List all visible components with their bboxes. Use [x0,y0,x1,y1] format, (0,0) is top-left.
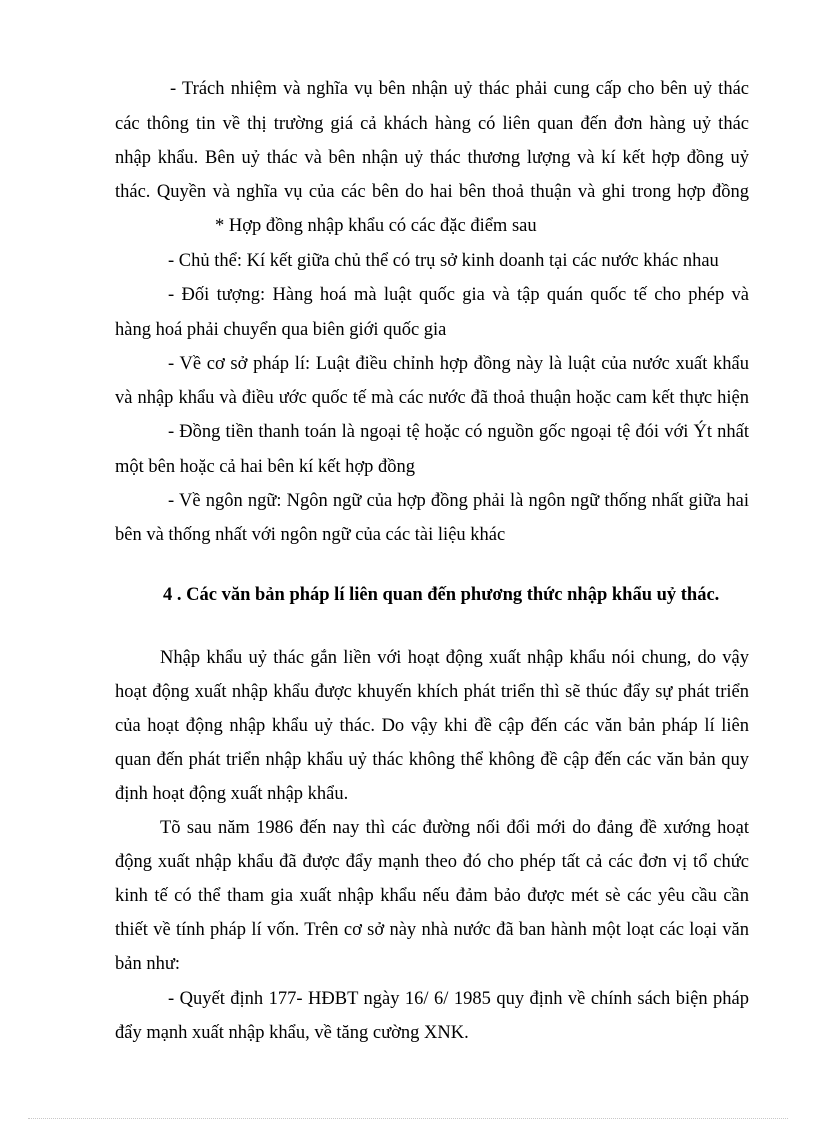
paragraph-line: nhập khẩu. Bên uỷ thác và bên nhận uỷ thác thương lượng và kí kết hợp đồng uỷ [115,148,749,168]
page-divider [28,1118,788,1119]
paragraph-line: và nhập khẩu và điều ước quốc tế mà các nước đã thoả thuận hoặc cam kết thực hiện [115,388,749,408]
paragraph-line: các thông tin về thị trường giá cả khách hàng có liên quan đến đơn hàng uỷ thác [115,114,749,134]
paragraph-line: - Đối tượng: Hàng hoá mà luật quốc gia và tập quán quốc tế cho phép và [168,285,749,305]
paragraph-line: hàng hoá phải chuyển qua biên giới quốc gia [115,320,447,340]
paragraph-line: bên và thống nhất với ngôn ngữ của các tài liệu khác [115,525,506,545]
paragraph-line: - Về ngôn ngữ: Ngôn ngữ của hợp đồng phải là ngôn ngữ thống nhất giữa hai [168,491,749,511]
section-heading: 4 . Các văn bản pháp lí liên quan đến phương thức nhập khẩu uỷ thác. [163,585,720,605]
paragraph-line: - Chủ thể: Kí kết giữa chủ thể có trụ sở kinh doanh tại các nước khác nhau [168,251,719,271]
paragraph-line: hoạt động xuất nhập khẩu được khuyến khích phát triển thì sẽ thúc đẩy sự phát triển [115,682,749,702]
paragraph-line: đẩy mạnh xuất nhập khẩu, về tăng cường XNK. [115,1023,469,1043]
paragraph-line: - Trách nhiệm và nghĩa vụ bên nhận uỷ thác phải cung cấp cho bên uỷ thác [170,79,749,99]
paragraph-line: bản như: [115,954,181,974]
paragraph-line: - Về cơ sở pháp lí: Luật điều chỉnh hợp đồng này là luật của nước xuất khẩu [168,354,749,374]
paragraph-line: thiết về tính pháp lí vốn. Trên cơ sở này nhà nước đã ban hành một loạt các loại văn [115,920,749,940]
paragraph-line: định hoạt động xuất nhập khẩu. [115,784,349,804]
subheading: * Hợp đồng nhập khẩu có các đặc điểm sau [215,216,537,236]
paragraph-line: quan đến phát triển nhập khẩu uỷ thác không thể không đề cập đến các văn bản quy [115,750,749,770]
paragraph-line: - Đồng tiền thanh toán là ngoại tệ hoặc có nguồn gốc ngoại tệ đói với Ýt nhất [168,422,749,442]
paragraph-line: kinh tế có thể tham gia xuất nhập khẩu nếu đảm bảo được mét sè các yêu cầu cần [115,886,749,906]
paragraph-line: Nhập khẩu uỷ thác gắn liền với hoạt động xuất nhập khẩu nói chung, do vậy [160,648,749,668]
paragraph-line: thác. Quyền và nghĩa vụ của các bên do hai bên thoả thuận và ghi trong hợp đồng [115,182,749,202]
paragraph-line: động xuất nhập khẩu đã được đẩy mạnh theo đó cho phép tất cả các đơn vị tổ chức [115,852,749,872]
paragraph-line: của hoạt động nhập khẩu uỷ thác. Do vậy khi đề cập đến các văn bản pháp lí liên [115,716,749,736]
paragraph-line: một bên hoặc cả hai bên kí kết hợp đồng [115,457,416,477]
list-item: - Quyết định 177- HĐBT ngày 16/ 6/ 1985 quy định về chính sách biện pháp [168,989,749,1009]
paragraph-line: Tõ sau năm 1986 đến nay thì các đường nối đổi mới do đảng đề xướng hoạt [160,818,749,838]
